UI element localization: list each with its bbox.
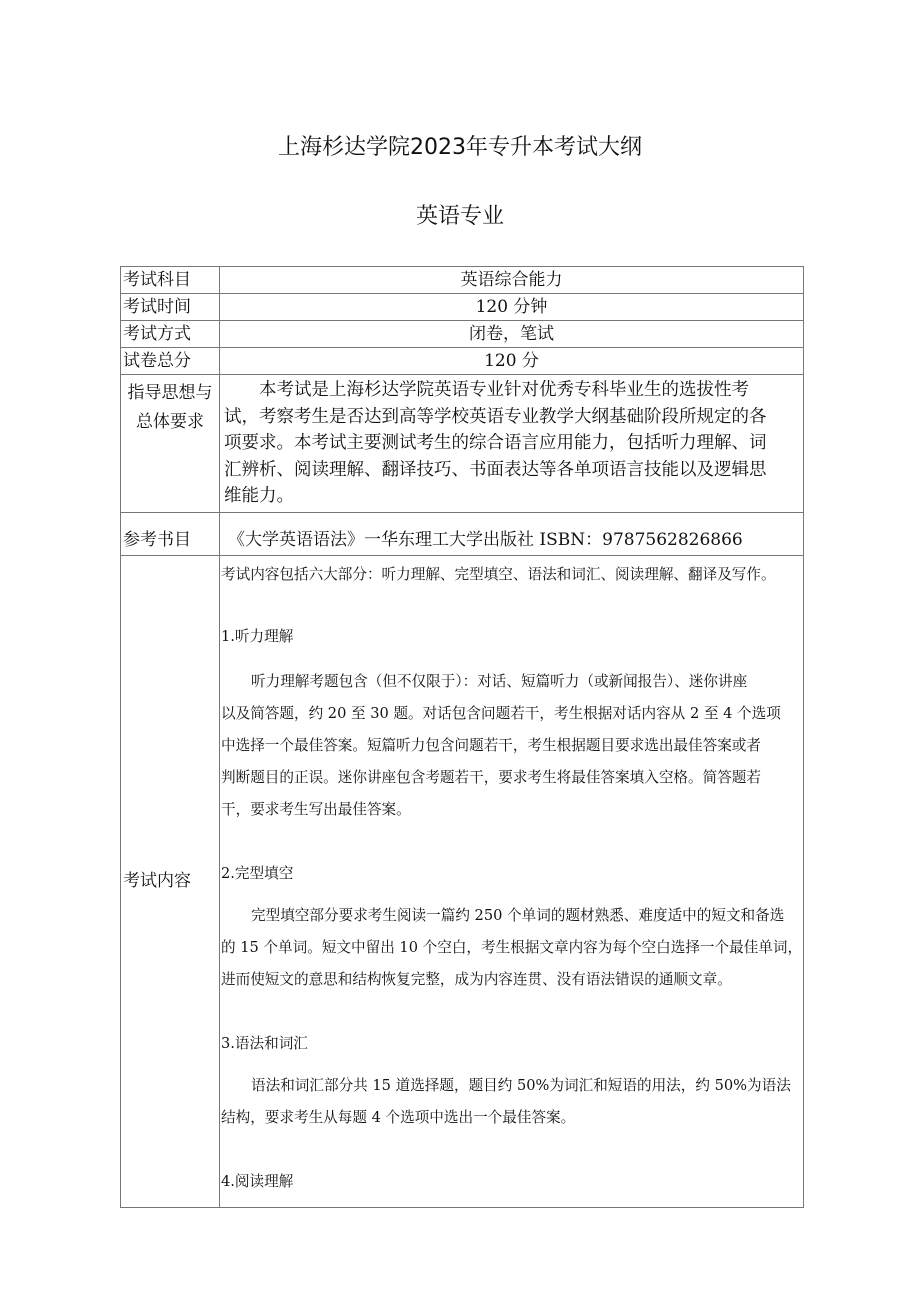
table-row xyxy=(121,375,804,513)
guide-key: 指导思想与 总体要求 xyxy=(121,375,220,513)
document-subtitle: 英语专业 xyxy=(415,204,504,229)
row-value: 120 分钟 xyxy=(220,294,804,321)
table-row xyxy=(121,321,804,348)
table-row xyxy=(121,555,804,1207)
guide-value: 本考试是上海杉达学院英语专业针对优秀专科毕业生的选拔性考 试，考察考生是否达到高等学校英语专业教学大纲基础阶段所规定的各 项要求。本考试主要测试考生的综合语言应用能力，包括听力理解、词 汇辨析、阅读理解、翻译技巧、书面表达等各单项语言技能以及逻辑思 维能力。 xyxy=(220,375,804,513)
section-heading: 4.阅读理解 xyxy=(221,1172,294,1190)
document-title: 上海杉达学院2023年专升本考试大纲 xyxy=(278,135,642,160)
table-row xyxy=(121,294,804,321)
reference-key: 参考书目 xyxy=(121,512,220,555)
row-key: 试卷总分 xyxy=(121,348,220,375)
content-key: 考试内容 xyxy=(121,555,220,1207)
row-key: 考试方式 xyxy=(121,321,220,348)
row-key: 考试科目 xyxy=(121,267,220,294)
row-value: 120 分 xyxy=(220,348,804,375)
row-value: 闭卷，笔试 xyxy=(220,321,804,348)
row-value: 英语综合能力 xyxy=(220,267,804,294)
section-heading: 1.听力理解 xyxy=(221,627,294,645)
table-row xyxy=(121,348,804,375)
table-row xyxy=(121,267,804,294)
reference-value: 《大学英语语法》一华东理工大学出版社 ISBN：9787562826866 xyxy=(220,512,804,555)
table-row xyxy=(121,512,804,555)
content-value: 考试内容包括六大部分：听力理解、完型填空、语法和词汇、阅读理解、翻译及写作。 1.听力理解 听力理解考题包含（但不仅限于）：对话、短篇听力（或新闻报告）、迷你讲座 以及简答题，约 20 至 30 题。对话包含问题若干，考生根据对话内容从 2 至 4 个选项 中选择一个最佳答案。短篇听力包含问题若干，考生根据题目要求选出最佳答案或者 判断题目的正误。迷你讲座包含考题若干，要求考生将最佳答案填入空格。简答题若 干，要求考生写出最佳答案。 2.完型填空 完型填空部分要求考生阅读一篇约 250 个单词的题材熟悉、难度适中的短文和备选 的 15 个单词。短文中留出 10 个空白，考生根据文章内容为每个空白选择一个最佳单词， 进而使短文的意思和结构恢复完整，成为内容连贯、没有语法错误的通顺文章。 3.语法和词汇 语法和词汇部分共 15 道选择题，题目约 50%为词汇和短语的用法，约 50%为语法 结构，要求考生从每题 4 个选项中选出一个最佳答案。 4.阅读理解 xyxy=(220,555,804,1207)
row-key: 考试时间 xyxy=(121,294,220,321)
section-heading: 2.完型填空 xyxy=(221,864,294,882)
syllabus-table xyxy=(120,266,804,1208)
section-heading: 3.语法和词汇 xyxy=(221,1034,308,1052)
